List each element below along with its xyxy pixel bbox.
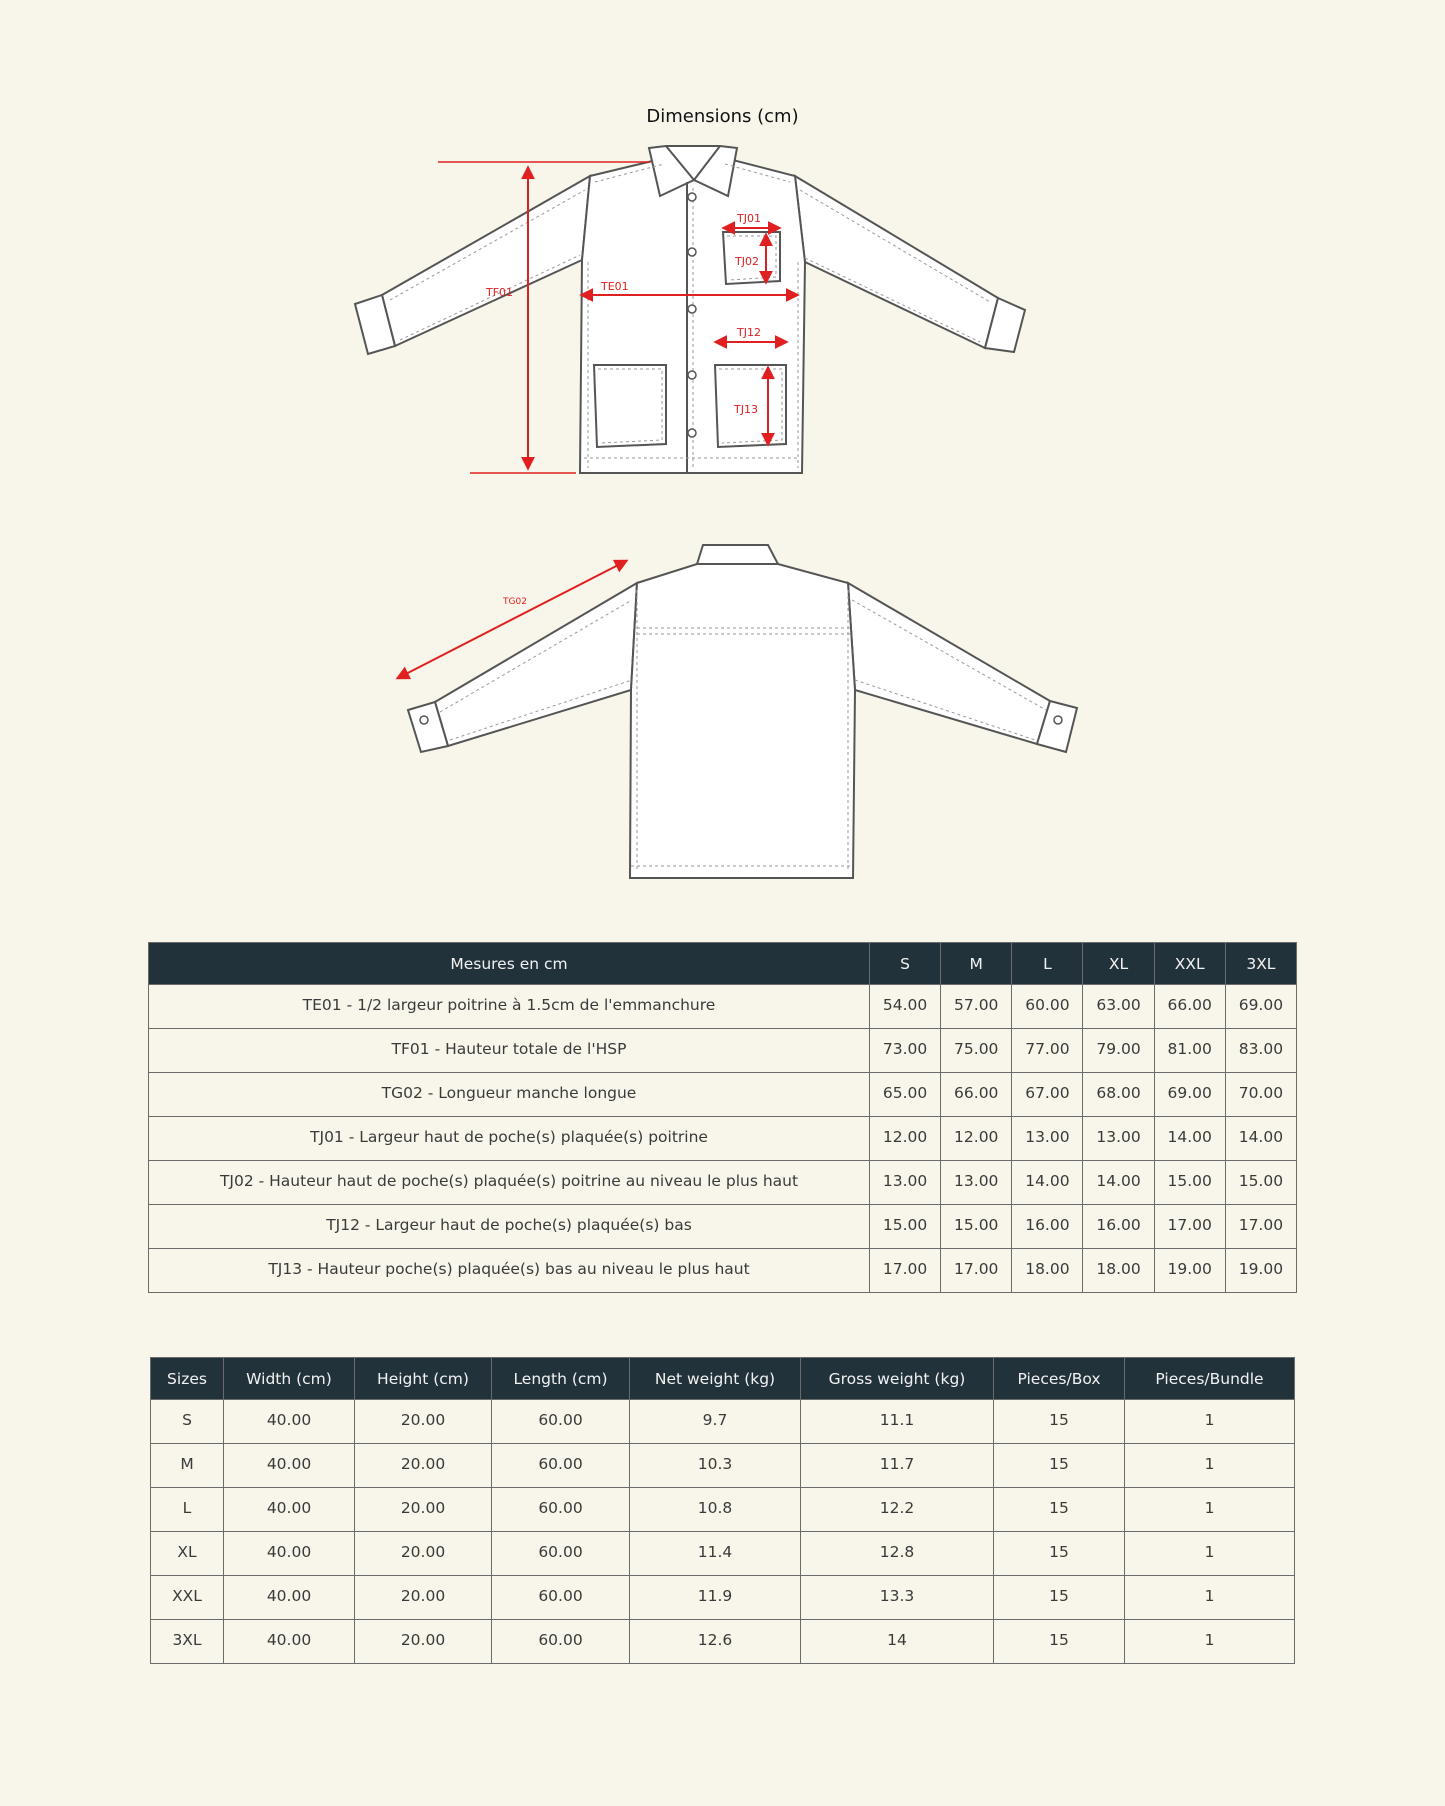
table-cell: 13.00 [1012, 1117, 1083, 1161]
table-cell: 17.00 [941, 1249, 1012, 1293]
table-cell: 9.7 [630, 1400, 801, 1444]
table-cell: 1 [1125, 1400, 1295, 1444]
size-cell: S [151, 1400, 224, 1444]
table-cell: 40.00 [224, 1444, 355, 1488]
table-cell: 20.00 [355, 1444, 492, 1488]
label-tf01: TF01 [486, 286, 514, 299]
table-cell: 20.00 [355, 1620, 492, 1664]
table-cell: 67.00 [1012, 1073, 1083, 1117]
label-tj12: TJ12 [737, 326, 761, 339]
table-cell: 14.00 [1154, 1117, 1225, 1161]
table-cell: 1 [1125, 1576, 1295, 1620]
size-cell: XL [151, 1532, 224, 1576]
measure-label: TJ12 - Largeur haut de poche(s) plaquée(s) bas [149, 1205, 870, 1249]
table-cell: 20.00 [355, 1400, 492, 1444]
measure-label: TE01 - 1/2 largeur poitrine à 1.5cm de l'emmanchure [149, 985, 870, 1029]
table-cell: 40.00 [224, 1532, 355, 1576]
table-cell: 1 [1125, 1620, 1295, 1664]
table-cell: 81.00 [1154, 1029, 1225, 1073]
table-cell: 17.00 [1154, 1205, 1225, 1249]
table-cell: 14 [801, 1620, 994, 1664]
size-cell: 3XL [151, 1620, 224, 1664]
table-row [149, 1073, 1297, 1117]
table-cell: 60.00 [492, 1488, 630, 1532]
table-cell: 12.6 [630, 1620, 801, 1664]
size-cell: M [151, 1444, 224, 1488]
table-cell: 69.00 [1154, 1073, 1225, 1117]
packaging-header-row [151, 1358, 1295, 1400]
table-cell: 70.00 [1225, 1073, 1296, 1117]
table-cell: 20.00 [355, 1488, 492, 1532]
table-cell: 40.00 [224, 1576, 355, 1620]
table-cell: 65.00 [870, 1073, 941, 1117]
label-tj01: TJ01 [737, 212, 761, 225]
label-tj02: TJ02 [735, 255, 759, 268]
table-cell: 60.00 [492, 1576, 630, 1620]
jacket-technical-drawing [0, 0, 1445, 900]
label-tg02: TG02 [503, 597, 527, 607]
table-cell: 60.00 [1012, 985, 1083, 1029]
table-cell: 16.00 [1012, 1205, 1083, 1249]
column-header: M [941, 943, 1012, 985]
table-cell: 15 [994, 1620, 1125, 1664]
table-row [149, 1029, 1297, 1073]
column-header: XXL [1154, 943, 1225, 985]
table-cell: 60.00 [492, 1620, 630, 1664]
table-cell: 12.00 [870, 1117, 941, 1161]
table-cell: 40.00 [224, 1400, 355, 1444]
table-cell: 13.00 [941, 1161, 1012, 1205]
measure-label: TF01 - Hauteur totale de l'HSP [149, 1029, 870, 1073]
column-header: Pieces/Box [994, 1358, 1125, 1400]
table-cell: 13.00 [870, 1161, 941, 1205]
size-cell: L [151, 1488, 224, 1532]
table-row [149, 1205, 1297, 1249]
column-header: Net weight (kg) [630, 1358, 801, 1400]
table-cell: 40.00 [224, 1620, 355, 1664]
table-cell: 75.00 [941, 1029, 1012, 1073]
label-te01: TE01 [601, 280, 629, 293]
column-header: 3XL [1225, 943, 1296, 985]
table-cell: 18.00 [1083, 1249, 1154, 1293]
table-cell: 14.00 [1225, 1117, 1296, 1161]
page-title: Dimensions (cm) [646, 106, 799, 127]
column-header: S [870, 943, 941, 985]
table-cell: 83.00 [1225, 1029, 1296, 1073]
jacket-back-view [408, 545, 1077, 878]
table-row [151, 1620, 1295, 1664]
table-cell: 69.00 [1225, 985, 1296, 1029]
column-header: Gross weight (kg) [801, 1358, 994, 1400]
table-cell: 11.1 [801, 1400, 994, 1444]
table-row [151, 1532, 1295, 1576]
table-cell: 1 [1125, 1488, 1295, 1532]
table-cell: 15 [994, 1488, 1125, 1532]
column-header: L [1012, 943, 1083, 985]
table-row [149, 1117, 1297, 1161]
column-header: Sizes [151, 1358, 224, 1400]
table-cell: 79.00 [1083, 1029, 1154, 1073]
table-cell: 15 [994, 1400, 1125, 1444]
measure-label: TJ01 - Largeur haut de poche(s) plaquée(s) poitrine [149, 1117, 870, 1161]
table-cell: 15.00 [870, 1205, 941, 1249]
column-header: Height (cm) [355, 1358, 492, 1400]
table-cell: 73.00 [870, 1029, 941, 1073]
table-cell: 16.00 [1083, 1205, 1154, 1249]
table-cell: 68.00 [1083, 1073, 1154, 1117]
table-cell: 1 [1125, 1444, 1295, 1488]
table-row [151, 1488, 1295, 1532]
table-cell: 12.2 [801, 1488, 994, 1532]
table-row [151, 1576, 1295, 1620]
table-row [149, 1249, 1297, 1293]
table-cell: 18.00 [1012, 1249, 1083, 1293]
table-cell: 15.00 [1225, 1161, 1296, 1205]
table-cell: 15 [994, 1532, 1125, 1576]
measure-label: TJ13 - Hauteur poche(s) plaquée(s) bas au niveau le plus haut [149, 1249, 870, 1293]
label-tj13: TJ13 [734, 403, 758, 416]
table-cell: 11.7 [801, 1444, 994, 1488]
table-cell: 57.00 [941, 985, 1012, 1029]
column-header: XL [1083, 943, 1154, 985]
table-cell: 63.00 [1083, 985, 1154, 1029]
column-header: Length (cm) [492, 1358, 630, 1400]
table-cell: 40.00 [224, 1488, 355, 1532]
table-cell: 13.3 [801, 1576, 994, 1620]
table-cell: 15 [994, 1576, 1125, 1620]
table-cell: 15 [994, 1444, 1125, 1488]
table-cell: 60.00 [492, 1444, 630, 1488]
table-cell: 10.3 [630, 1444, 801, 1488]
table-cell: 60.00 [492, 1400, 630, 1444]
table-cell: 11.4 [630, 1532, 801, 1576]
table-cell: 19.00 [1154, 1249, 1225, 1293]
packaging-table [150, 1357, 1295, 1664]
table-cell: 15.00 [941, 1205, 1012, 1249]
column-header: Width (cm) [224, 1358, 355, 1400]
table-cell: 11.9 [630, 1576, 801, 1620]
table-cell: 17.00 [870, 1249, 941, 1293]
table-cell: 66.00 [941, 1073, 1012, 1117]
table-cell: 20.00 [355, 1532, 492, 1576]
table-cell: 77.00 [1012, 1029, 1083, 1073]
table-cell: 15.00 [1154, 1161, 1225, 1205]
table-cell: 12.8 [801, 1532, 994, 1576]
table-cell: 20.00 [355, 1576, 492, 1620]
table-row [149, 985, 1297, 1029]
measure-label: TG02 - Longueur manche longue [149, 1073, 870, 1117]
table-row [151, 1400, 1295, 1444]
measures-header-row [149, 943, 1297, 985]
measures-table [148, 942, 1297, 1293]
table-row [149, 1161, 1297, 1205]
table-cell: 14.00 [1012, 1161, 1083, 1205]
table-row [151, 1444, 1295, 1488]
size-cell: XXL [151, 1576, 224, 1620]
table-cell: 13.00 [1083, 1117, 1154, 1161]
table-cell: 19.00 [1225, 1249, 1296, 1293]
measure-label: TJ02 - Hauteur haut de poche(s) plaquée(s) poitrine au niveau le plus haut [149, 1161, 870, 1205]
table-cell: 66.00 [1154, 985, 1225, 1029]
table-cell: 60.00 [492, 1532, 630, 1576]
table-cell: 54.00 [870, 985, 941, 1029]
table-cell: 1 [1125, 1532, 1295, 1576]
table-cell: 14.00 [1083, 1161, 1154, 1205]
table-cell: 10.8 [630, 1488, 801, 1532]
table-cell: 17.00 [1225, 1205, 1296, 1249]
table-cell: 12.00 [941, 1117, 1012, 1161]
column-header: Pieces/Bundle [1125, 1358, 1295, 1400]
column-header: Mesures en cm [149, 943, 870, 985]
